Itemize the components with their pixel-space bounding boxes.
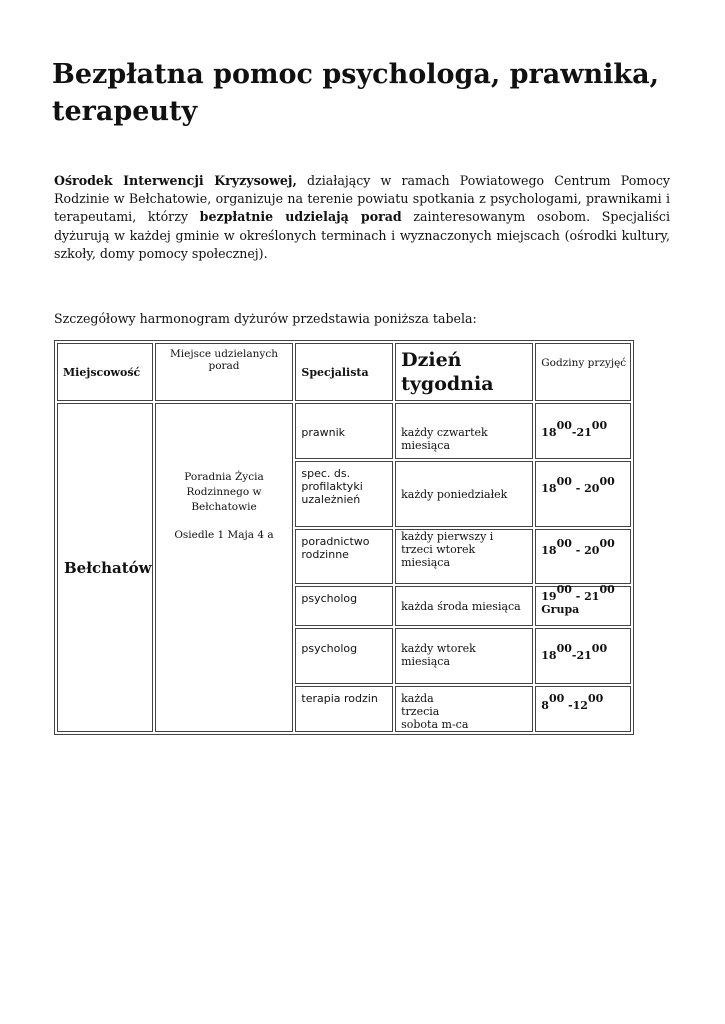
hours-cell: $18^{00}-21^{00}$ bbox=[535, 403, 631, 459]
specialist-cell: psycholog bbox=[295, 586, 393, 626]
header-day: Dzień tygodnia bbox=[395, 343, 533, 401]
place-cell bbox=[155, 403, 294, 732]
organization-name: Ośrodek Interwencji Kryzysowej, bbox=[54, 173, 297, 188]
day-cell: każdy wtorek miesiąca bbox=[395, 628, 533, 684]
hours-cell: $18^{00} - 20^{00}$ bbox=[535, 461, 631, 527]
day-cell: każdy poniedziałek bbox=[395, 461, 533, 527]
page-title: Bezpłatna pomoc psychologa, prawnika, terapeuty bbox=[52, 59, 660, 127]
intro-text-1: działający w ramach Powiatowego Centrum Pomocy Rodzinie w Bełchatowie, organizuje na terenie powiatu spotkania z psychologami, prawnikami i terapeutami, którzy bbox=[54, 173, 670, 225]
day-cell: każda trzecia sobota m-ca bbox=[395, 686, 533, 732]
place-name: Poradnia Życia Rodzinnego w Bełchatowie bbox=[184, 471, 264, 513]
hours-cell: $18^{00} - 20^{00}$ bbox=[535, 529, 631, 584]
header-place: Miejsce udzielanych porad bbox=[155, 343, 294, 401]
table-header-row bbox=[57, 343, 631, 401]
specialist-cell: prawnik bbox=[295, 403, 393, 459]
day-cell: każda środa miesiąca bbox=[395, 586, 533, 626]
day-cell: każdy pierwszy i trzeci wtorek miesiąca bbox=[395, 529, 533, 584]
header-hours: Godziny przyjęć bbox=[535, 343, 631, 401]
header-city: Miejscowość bbox=[57, 343, 153, 401]
intro-text-2: zainteresowanym osobom. Specjaliści dyżurują w każdej gminie w określonych terminach i wyznaczonych miejscach (ośrodki kultury, szkoły, domy pomocy społecznej). bbox=[54, 209, 670, 261]
specialist-cell: spec. ds. profilaktyki uzależnień bbox=[295, 461, 393, 527]
place-address: Osiedle 1 Maja 4 a bbox=[174, 529, 274, 541]
schedule-intro: Szczegółowy harmonogram dyżurów przedstawia poniższa tabela: bbox=[54, 311, 477, 326]
day-cell: każdy czwartek miesiąca bbox=[395, 403, 533, 459]
table-row bbox=[57, 403, 631, 459]
intro-paragraph bbox=[54, 172, 670, 263]
specialist-cell: terapia rodzin bbox=[295, 686, 393, 732]
schedule-table bbox=[54, 340, 634, 735]
specialist-cell: poradnictwo rodzinne bbox=[295, 529, 393, 584]
header-specialist: Specjalista bbox=[295, 343, 393, 401]
hours-cell: $18^{00}-21^{00}$ bbox=[535, 628, 631, 684]
group-note: Grupa bbox=[541, 603, 580, 616]
specialist-cell: psycholog bbox=[295, 628, 393, 684]
hours-cell: $19^{00} - 21^{00}$ Grupa bbox=[535, 586, 631, 626]
free-advice-phrase: bezpłatnie udzielają porad bbox=[199, 209, 402, 225]
city-cell: Bełchatów bbox=[57, 403, 153, 732]
hours-cell: $8^{00}$ $-12^{00}$ bbox=[535, 686, 631, 732]
